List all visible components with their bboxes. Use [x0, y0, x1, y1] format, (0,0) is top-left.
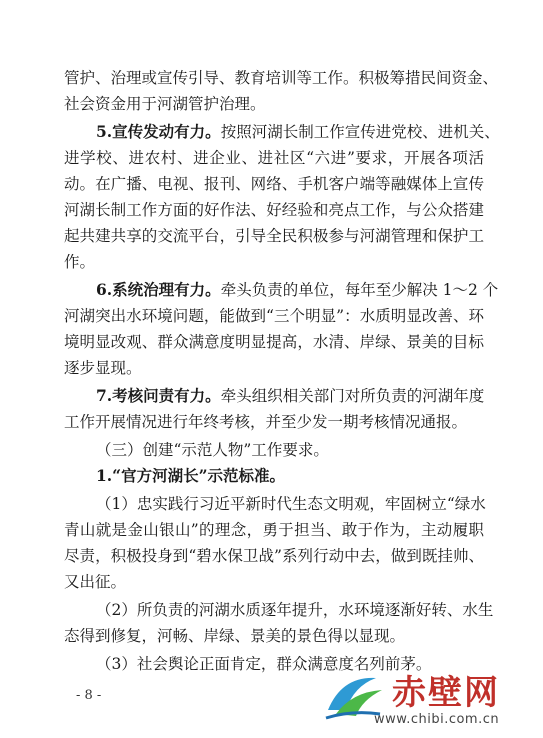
- subsection-heading: 1.“官方河湖长”示范标准。: [96, 466, 286, 485]
- heading-6: 6.系统治理有力。: [96, 280, 221, 299]
- text-line: 尽责，积极投身到“碧水保卫战”系列行动中去，做到既挂帅、: [64, 547, 484, 565]
- text-line: 河湖长制工作方面的好作法、好经验和亮点工作，与公众搭建: [64, 201, 484, 219]
- watermark-url: www.chibi.com.cn: [374, 712, 500, 727]
- paragraph-6-line: [96, 280, 499, 300]
- text-line: 社会资金用于河湖管护治理。: [64, 95, 266, 113]
- text-line: 管护、治理或宣传引导、教育培训等工作。积极筹措民间资金、: [64, 69, 499, 87]
- text-line: 又出征。: [64, 573, 127, 591]
- watermark: [322, 668, 522, 732]
- text-line: 态得到修复，河畅、岸绿、景美的景色得以显现。: [64, 627, 406, 645]
- heading-5: 5.宣传发动有力。: [96, 122, 221, 141]
- text-line: （2）所负责的河湖水质逐年提升，水环境逐渐好转、水生: [96, 601, 494, 619]
- page-number: - 8 -: [76, 688, 102, 703]
- text-line: 境明显改观、群众满意度明显提高，水清、岸绿、景美的目标: [64, 333, 484, 351]
- text-line: 作。: [64, 253, 96, 271]
- text-line: 河湖突出水环境问题，能做到“三个明显”：水质明显改善、环: [64, 307, 484, 325]
- text-line: （1）忠实践行习近平新时代生态文明观，牢固树立“绿水: [96, 495, 486, 513]
- text-run: 按照河湖长制工作宣传进党校、进机关、: [220, 123, 500, 141]
- text-line: 动。在广播、电视、报刊、网络、手机客户端等融媒体上宣传: [64, 175, 484, 193]
- text-line: 起共建共享的交流平台，引导全民积极参与河湖管理和保护工: [64, 227, 484, 245]
- paragraph-7-line: [96, 386, 484, 406]
- text-line: 逐步显现。: [64, 359, 142, 377]
- text-line: 进学校、进农村、进企业、进社区“六进”要求，开展各项活: [64, 149, 484, 167]
- heading-7: 7.考核问责有力。: [96, 386, 221, 405]
- section-heading: （三）创建“示范人物”工作要求。: [96, 441, 329, 459]
- text-run: 牵头负责的单位，每年至少解决 1～2 个: [220, 281, 499, 299]
- watermark-brand: 赤壁网: [392, 673, 500, 713]
- text-line: （3）社会舆论正面肯定，群众满意度名列前茅。: [96, 655, 432, 673]
- paragraph-5-line: [96, 122, 500, 142]
- text-line: 青山就是金山银山”的理念，勇于担当、敢于作为，主动履职: [64, 521, 484, 539]
- text-run: 牵头组织相关部门对所负责的河湖年度: [220, 387, 485, 405]
- text-line: 工作开展情况进行年终考核，并至少发一期考核情况通报。: [64, 413, 468, 431]
